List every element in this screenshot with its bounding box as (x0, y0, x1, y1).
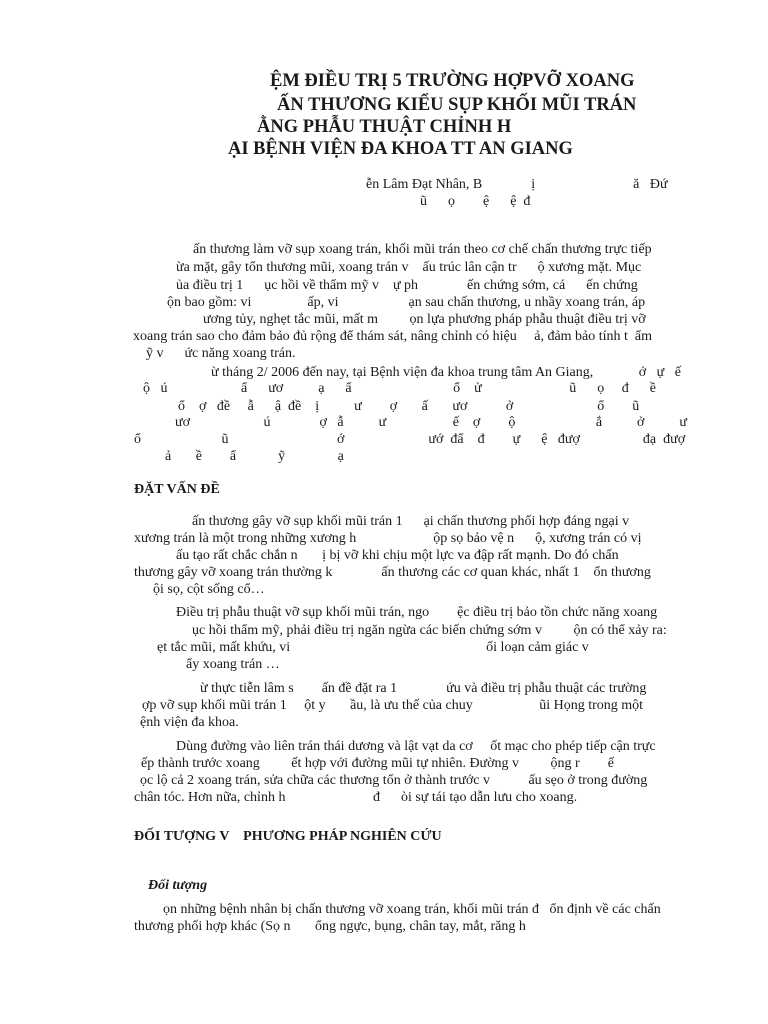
paragraph-line: ệnh viện đa khoa. (140, 715, 239, 730)
abstract-line: ấn thương làm vỡ sụp xoang trán, khối mũi trán theo cơ chế chấn thương trực tiếp (193, 242, 652, 257)
paragraph-line: ục hồi thẩm mỹ, phải điều trị ngăn ngừa các biến chứng sớm v ộn có thể xảy ra: (192, 623, 667, 638)
abstract-line: ươ ú ợ ẫ ư ế ợ ộ ắ ở ư (175, 415, 688, 430)
paragraph-line: ếp thành trước xoang ết hợp với đường mũi tự nhiên. Đường v ộng r ế (141, 756, 614, 771)
title-line-4: ẠI BỆNH VIỆN ĐA KHOA TT AN GIANG (228, 139, 573, 159)
section-heading-introduction: ĐẶT VẤN ĐỀ (134, 482, 220, 497)
section-heading-methods: ĐỐI TƯỢNG V PHƯƠNG PHÁP NGHIÊN CỨU (134, 829, 442, 844)
author-line-1: ễn Lâm Đạt Nhân, B ị ă Đứ (366, 177, 668, 192)
abstract-line: ỹ v ức năng xoang trán. (146, 346, 296, 361)
title-line-3: ẰNG PHẪU THUẬT CHỈNH H (257, 117, 512, 137)
paragraph-line: ẩy xoang trán … (186, 657, 280, 672)
paragraph-line: Dùng đường vào liên trán thái dương và lật vạt da cơ ốt mạc cho phép tiếp cận trực (176, 739, 656, 754)
paragraph-line: ội sọ, cột sống cổ… (153, 582, 265, 597)
subsection-heading-subjects: Đối tượng (148, 878, 208, 893)
paragraph-line: ọn những bệnh nhân bị chấn thương vỡ xoang trán, khối mũi trán đ ổn định về các chấn (163, 902, 661, 917)
paragraph-line: ợp vỡ sụp khối mũi trán 1 ột y ầu, là ưu thế của chuy ũi Họng trong một (142, 698, 644, 713)
paragraph-line: thương gây vỡ xoang trán thường k ấn thương các cơ quan khác, nhất 1 ổn thương (134, 565, 651, 580)
paragraph-line: Điều trị phẫu thuật vỡ sụp khối mũi trán, ngo ệc điều trị bảo tồn chức năng xoang (176, 605, 658, 620)
paragraph-line: ấu tạo rất chắc chắn n ị bị vỡ khi chịu một lực va đập rất mạnh. Do đó chấn (176, 548, 619, 563)
paragraph-line: xương trán là một trong những xương h ộp sọ bảo vệ n ộ, xương trán có vị (134, 531, 642, 546)
abstract-line: xoang trán sao cho đảm bảo đủ rộng để thám sát, nâng chỉnh có hiệu ả, đảm bảo tính t ẩm (133, 329, 653, 344)
abstract-line: ủa điều trị 1 ục hồi về thẩm mỹ v ự ph ến chứng sớm, cá ến chứng (176, 278, 638, 293)
paragraph-line: ọc lộ cả 2 xoang trán, sửa chữa các thương tổn ở thành trước v ấu sẹo ở trong đường (140, 773, 648, 788)
title-line-2: ẤN THƯƠNG KIỂU SỤP KHỐI MŨI TRÁN (277, 95, 637, 115)
abstract-line: ương tủy, nghẹt tắc mũi, mất m ọn lựa phương pháp phẫu thuật điều trị vỡ (203, 312, 646, 327)
paragraph-line: ấn thương gây vỡ sụp khối mũi trán 1 ại chấn thương phối hợp đáng ngại v (192, 514, 630, 529)
abstract-line: ổ ợ đề ẫ ậ đề ị ư ợ ấ ươ ở ổ ũ (178, 399, 640, 414)
paragraph-line: ừ thực tiễn lâm s ấn đề đặt ra 1 ứu và điều trị phẫu thuật các trường (200, 681, 647, 696)
abstract-line: ừ tháng 2/ 2006 đến nay, tại Bệnh viện đa khoa trung tâm An Giang, ớ ự ế (211, 365, 681, 380)
title-line-1: ỆM ĐIỀU TRỊ 5 TRƯỜNG HỢPVỠ XOANG (270, 71, 635, 91)
paragraph-line: ẹt tắc mũi, mất khứu, vi ối loạn cảm giác v (157, 640, 589, 655)
abstract-line: ộn bao gồm: vi ấp, vi ạn sau chấn thương, u nhầy xoang trán, áp (167, 295, 646, 310)
abstract-line: ừa mặt, gây tổn thương mũi, xoang trán v ấu trúc lân cận tr ộ xương mặt. Mục (176, 260, 642, 275)
abstract-line: ổ ũ ớ ướ đẩ đ ự ệ đượ đạ đượ (134, 432, 686, 447)
author-line-2: ũ ọ ệ ệ đ (420, 194, 531, 209)
abstract-line: ả ề ẩ ỹ ạ (165, 449, 344, 464)
paragraph-line: thương phối hợp khác (Sọ n ổng ngực, bụng, chân tay, mắt, răng h (134, 919, 526, 934)
abstract-line: ộ ú ẩ ươ ạ ẩ ổ ử ũ ọ đ ề (143, 381, 656, 396)
paragraph-line: chân tóc. Hơn nữa, chỉnh h đ òi sự tái tạo dẫn lưu cho xoang. (134, 790, 578, 805)
